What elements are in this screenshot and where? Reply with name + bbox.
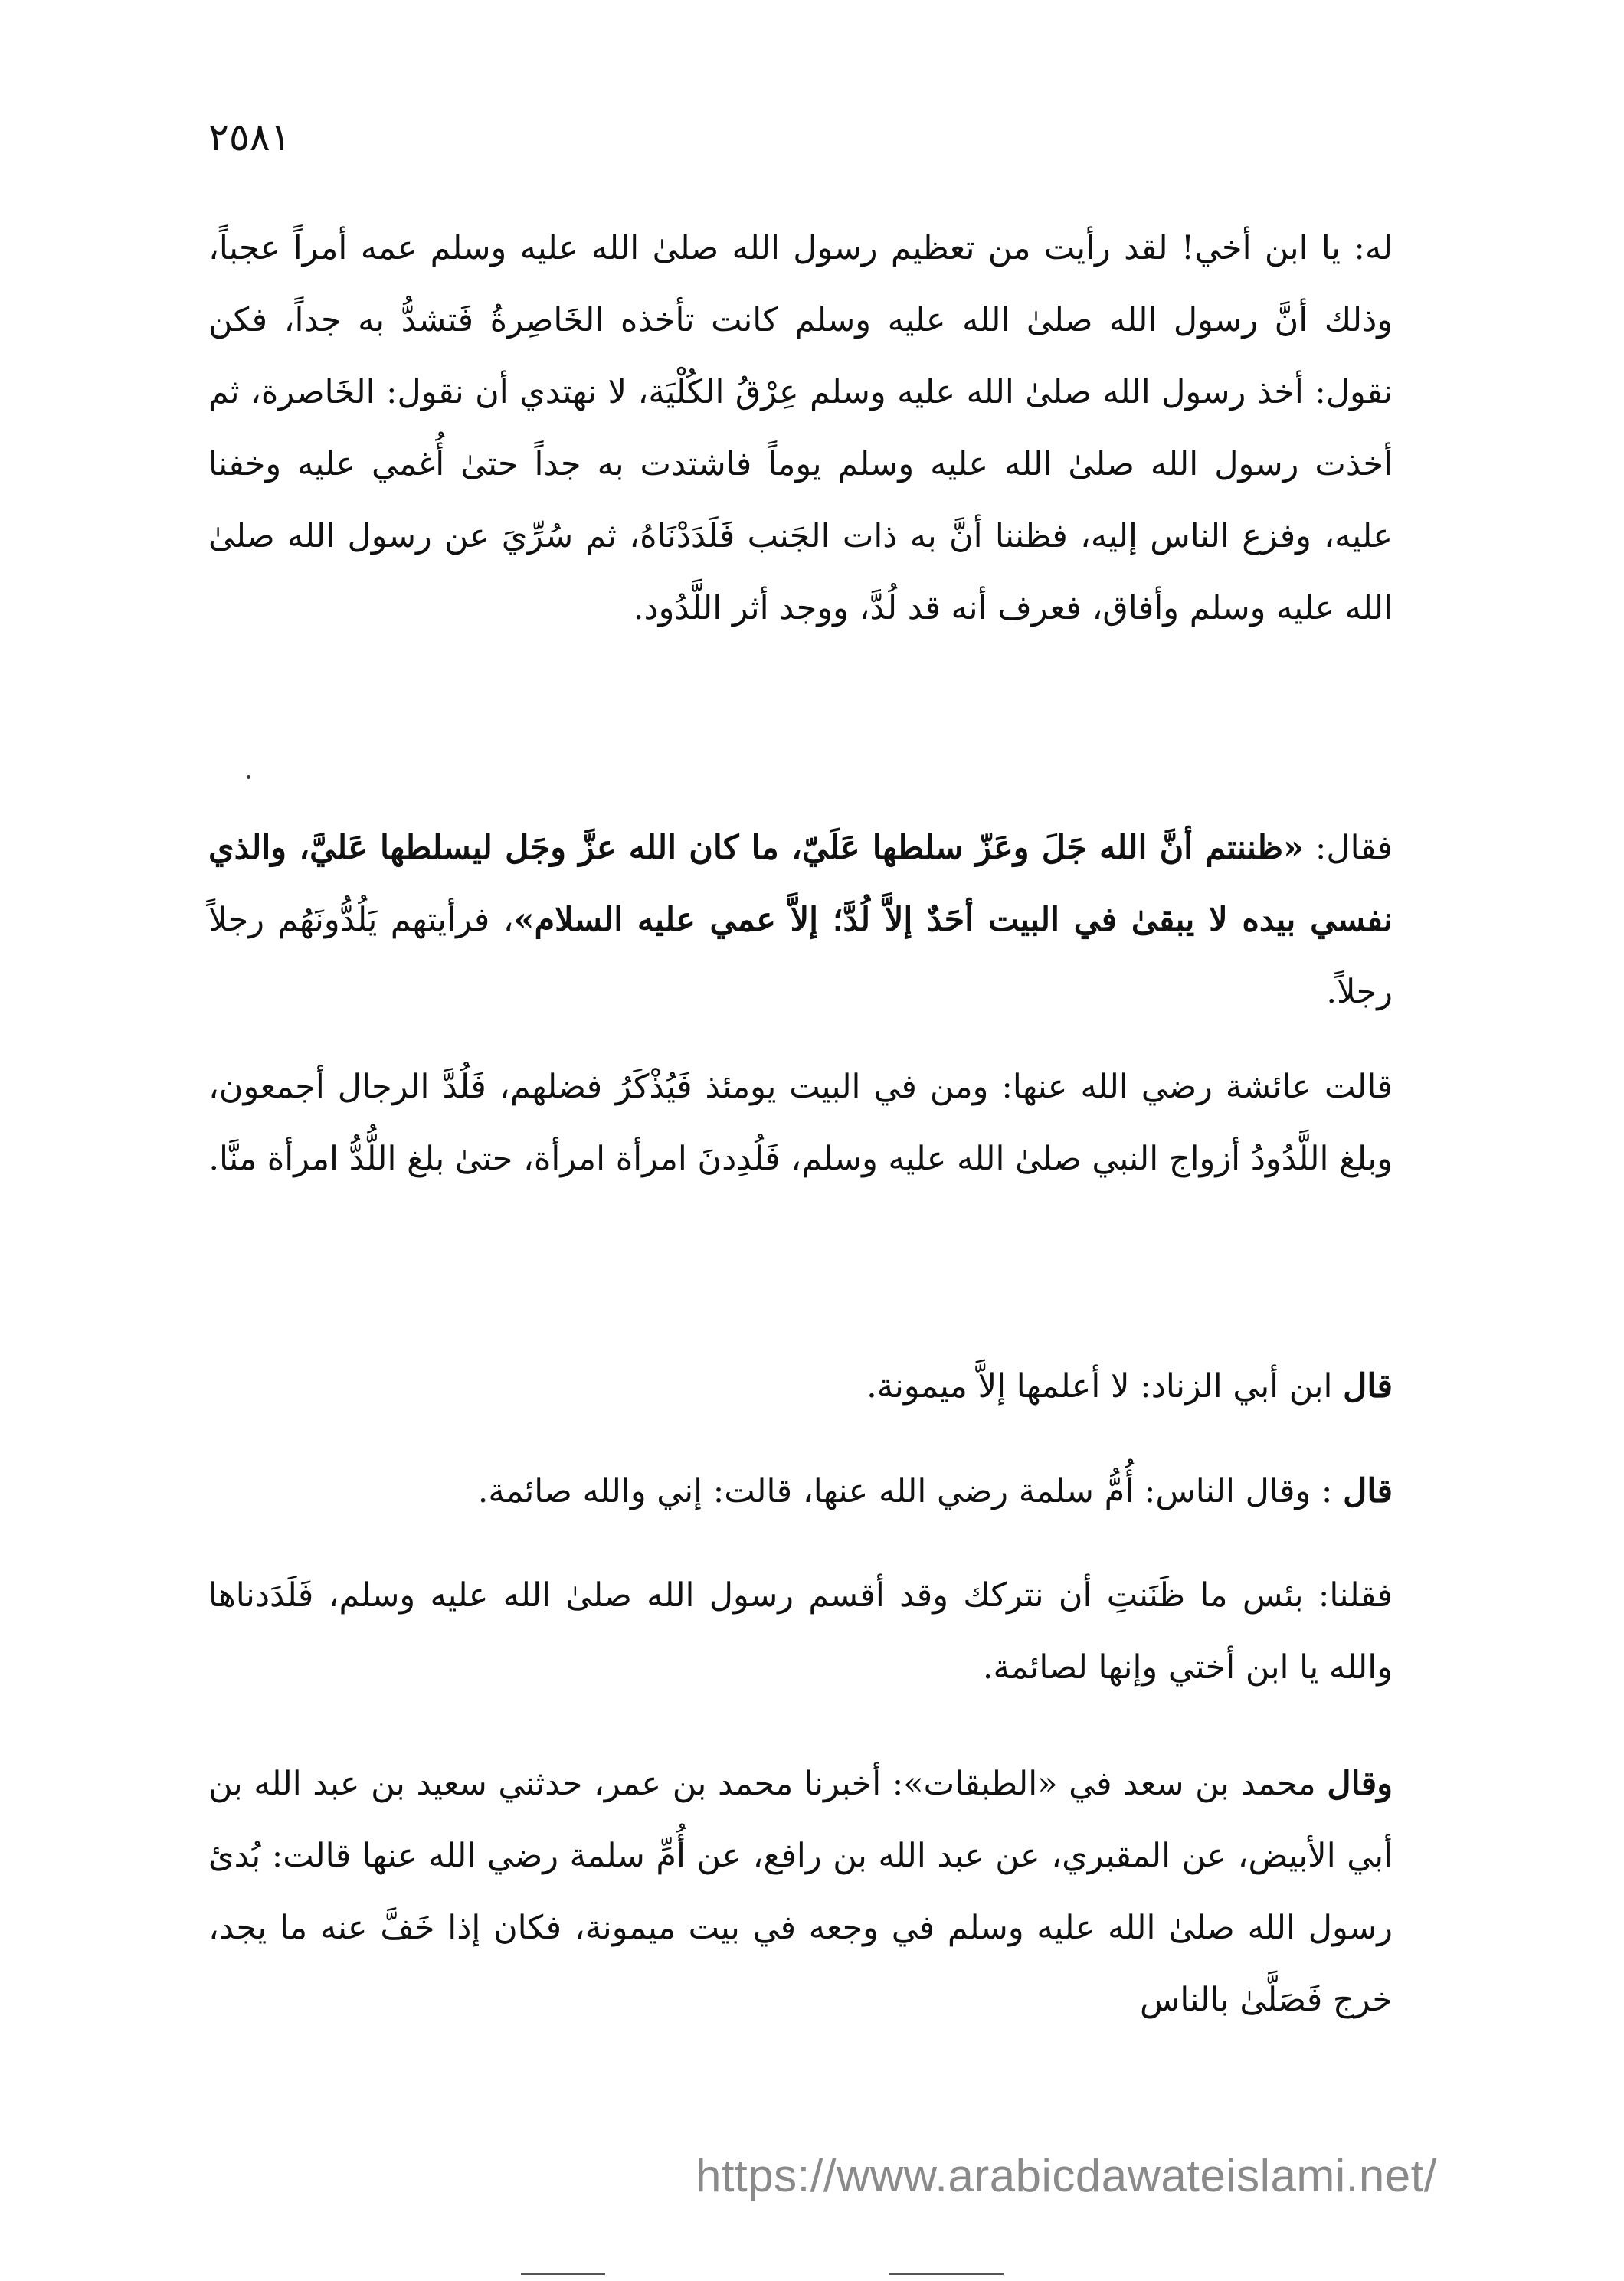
footer-rule-right	[889, 2273, 1004, 2275]
paragraph-7	[208, 1748, 1393, 2036]
page-number: ٢٥٨١	[208, 115, 291, 159]
paragraph-6: فقلنا: بئس ما ظَنَنتِ أن نتركك وقد أقسم رسول الله صلىٰ الله عليه وسلم، فَلَدَدناها والله يا ابن أختي وإنها لصائمة.	[208, 1576, 1393, 1687]
paragraph-5-rest: : وقال الناس: أُمُّ سلمة رضي الله عنها، قالت: إني والله صائمة.	[477, 1472, 1344, 1510]
prophet-quote: «ظننتم أنَّ الله جَلَ وعَزّ سلطها عَلَيّ، ما كان الله عزَّ وجَل ليسلطها عَليَّ، والذي نفسي بيده لا يبقىٰ في البيت أحَدٌ إلاَّ لُدَّ؛ إلاَّ عمي عليه السلام»	[208, 829, 1393, 939]
paragraph-3: قالت عائشة رضي الله عنها: ومن في البيت يومئذ فَيُذْكَرُ فضلهم، فَلُدَّ الرجال أجمعون، وبلغ اللَّدُودُ أزواج النبي صلىٰ الله عليه وسلم، فَلُدِدنَ امرأة امرأة، حتىٰ بلغ اللُّدُّ امرأة منَّا.	[208, 1068, 1393, 1178]
paragraph-5-lead: قال	[1343, 1472, 1393, 1510]
stray-dot	[247, 775, 250, 779]
paragraph-2-tail: ، فرأيتهم يَلُدُّونَهُم رجلاً رجلاً.	[208, 901, 1393, 1011]
paragraph-2-lead: فقال:	[1303, 829, 1393, 867]
watermark-url: https://www.arabicdawateislami.net/	[696, 2150, 1437, 2201]
paragraph-7-lead: وقال	[1327, 1765, 1393, 1803]
paragraph-2	[208, 812, 1393, 1028]
paragraph-4-lead: قال	[1343, 1367, 1393, 1406]
paragraph-7-rest: محمد بن سعد في «الطبقات»: أخبرنا محمد بن عمر، حدثني سعيد بن عبد الله بن أبي الأبيض، عن المقبري، عن عبد الله بن رافع، عن أُمِّ سلمة رضي الله عنها قالت: بُدئ رسول الله صلىٰ الله عليه وسلم في وجعه في بيت ميمونة، فكان إذا خَفَّ عنه ما يجد، خرج فَصَلَّىٰ بالناس	[208, 1765, 1393, 2019]
paragraph-5	[208, 1455, 1393, 1527]
paragraph-4	[208, 1350, 1393, 1422]
footer-rule-left	[521, 2273, 605, 2275]
paragraph-4-rest: ابن أبي الزناد: لا أعلمها إلاَّ ميمونة.	[866, 1367, 1344, 1406]
paragraph-1: له: يا ابن أخي! لقد رأيت من تعظيم رسول الله صلىٰ الله عليه وسلم عمه أمراً عجباً، وذلك أنَّ رسول الله صلىٰ الله عليه وسلم كانت تأخذه الخَاصِرةُ فَتشدُّ به جداً، فكن نقول: أخذ رسول الله صلىٰ الله عليه وسلم عِرْقُ الكُلْيَة، لا نهتدي أن نقول: الخَاصرة، ثم أخذت رسول الله صلىٰ الله عليه وسلم يوماً فاشتدت به جداً حتىٰ أُغمي عليه وخفنا عليه، وفزع الناس إليه، فظننا أنَّ به ذات الجَنب فَلَدَدْنَاهُ، ثم سُرِّيَ عن رسول الله صلىٰ الله عليه وسلم وأفاق، فعرف أنه قد لُدَّ، ووجد أثر اللَّدُود.	[208, 229, 1393, 627]
